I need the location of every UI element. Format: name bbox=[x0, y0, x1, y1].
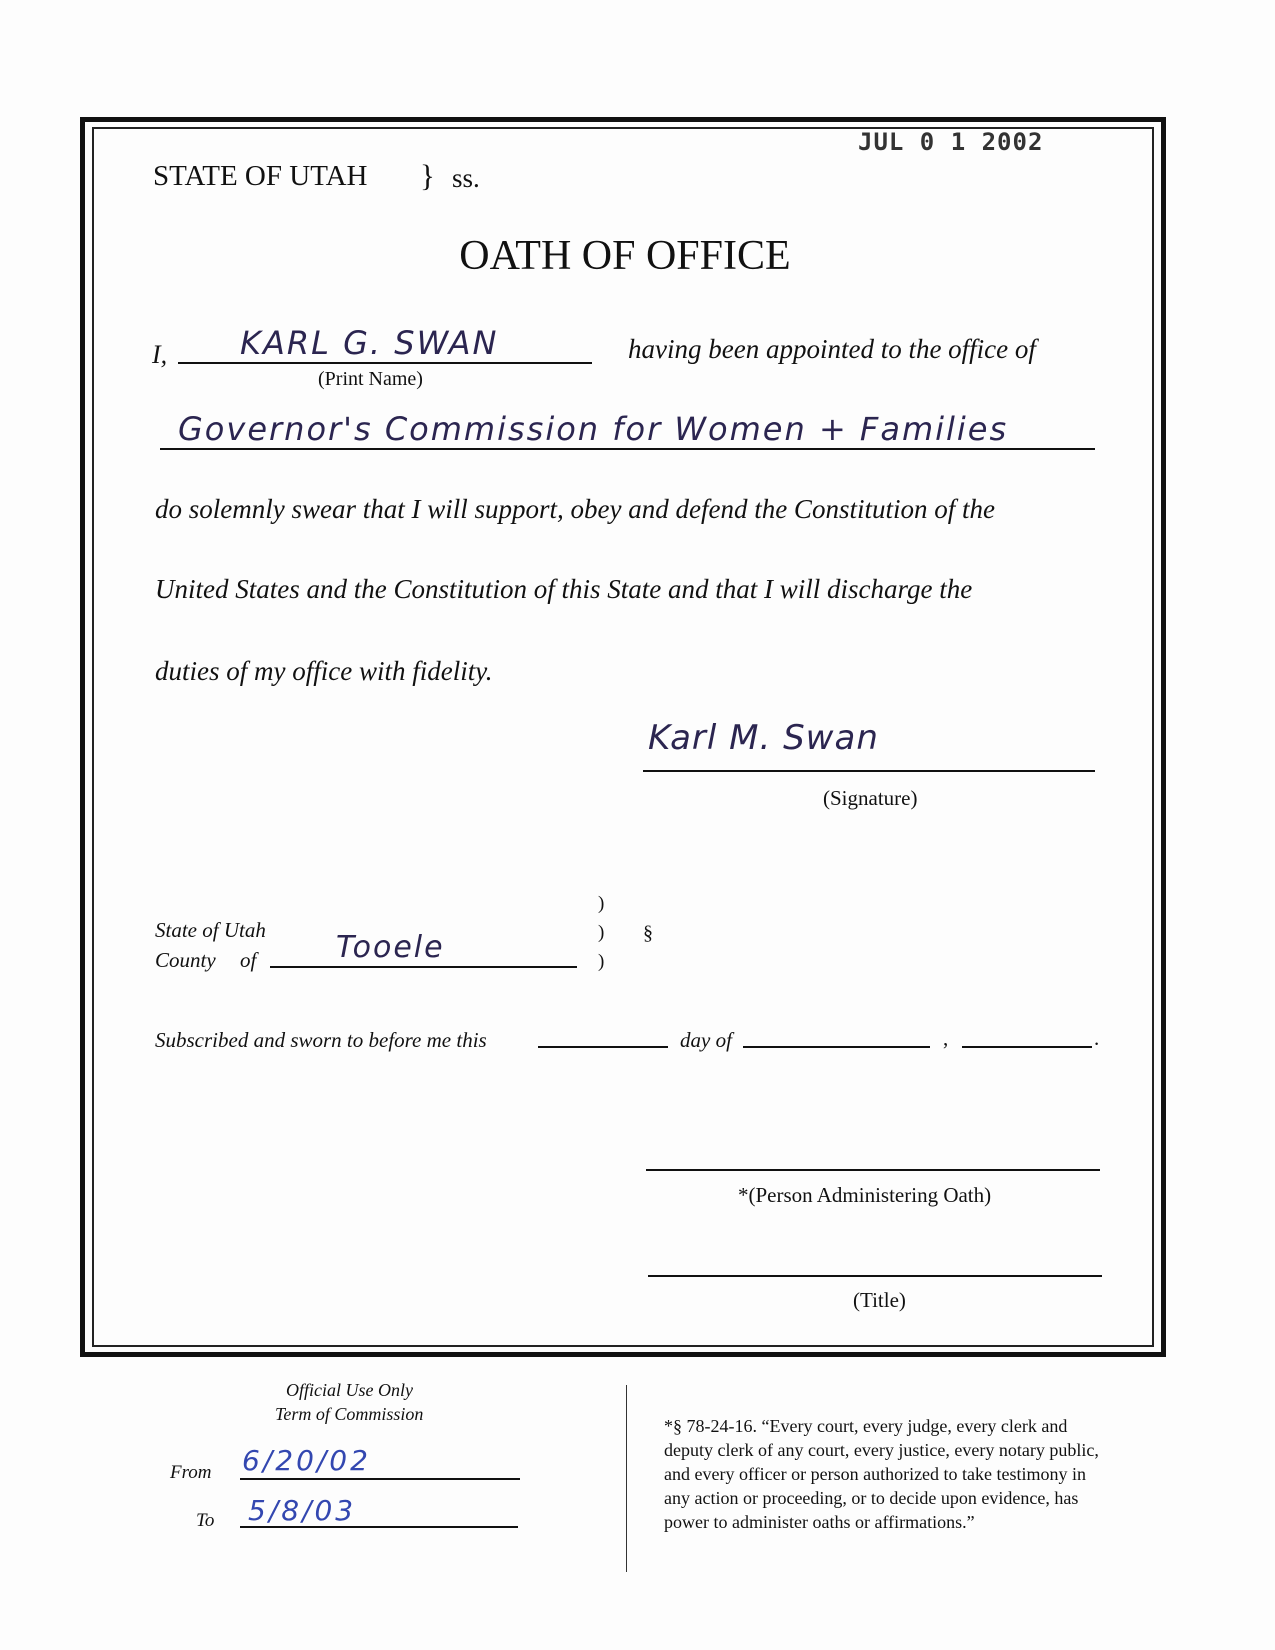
signature-label: (Signature) bbox=[823, 786, 918, 810]
term-label: Term of Commission bbox=[275, 1404, 424, 1424]
paren-1: ) bbox=[598, 893, 605, 914]
title-label: (Title) bbox=[853, 1288, 906, 1312]
handwritten-signature: Karl M. Swan bbox=[648, 718, 879, 758]
month-line[interactable] bbox=[743, 1046, 930, 1048]
received-date-stamp: JUL 0 1 2002 bbox=[858, 128, 1044, 156]
subscribed-text: Subscribed and sworn to before me this bbox=[155, 1028, 487, 1052]
handwritten-office: Governor's Commission for Women + Families bbox=[178, 410, 1009, 448]
signature-line[interactable] bbox=[643, 770, 1095, 772]
period: . bbox=[1094, 1026, 1100, 1050]
to-date-handwritten: 5/8/03 bbox=[248, 1494, 357, 1527]
oath-line-1: do solemnly swear that I will support, obey and defend the Constitution of the bbox=[155, 494, 995, 524]
handwritten-name: KARL G. SWAN bbox=[240, 324, 499, 362]
footnote-line: *§ 78-24-16. “Every court, every judge, every clerk and bbox=[664, 1416, 1068, 1436]
footnote-line: deputy clerk of any court, every justice, every notary public, bbox=[664, 1440, 1099, 1460]
footnote bbox=[664, 1414, 1099, 1534]
title-line[interactable] bbox=[648, 1275, 1102, 1277]
venue-state: State of Utah bbox=[155, 918, 266, 942]
administrator-label: *(Person Administering Oath) bbox=[738, 1183, 992, 1207]
from-label: From bbox=[170, 1462, 212, 1483]
comma: , bbox=[943, 1026, 949, 1050]
document-title: OATH OF OFFICE bbox=[459, 233, 791, 279]
footnote-line: any action or proceeding, or to decide upon evidence, has bbox=[664, 1488, 1079, 1508]
appointed-text: having been appointed to the office of bbox=[628, 334, 1036, 364]
state-heading: STATE OF UTAH bbox=[153, 160, 368, 192]
from-line[interactable] bbox=[240, 1478, 520, 1480]
oath-line-2: United States and the Constitution of this State and that I will discharge the bbox=[155, 574, 973, 604]
day-line[interactable] bbox=[538, 1046, 668, 1048]
oath-line-3: duties of my office with fidelity. bbox=[155, 656, 493, 686]
official-use-label: Official Use Only bbox=[286, 1380, 413, 1400]
footnote-line: power to administer oaths or affirmations.” bbox=[664, 1512, 975, 1532]
administrator-line[interactable] bbox=[646, 1169, 1100, 1171]
print-name-label: (Print Name) bbox=[318, 368, 423, 390]
ss-label: ss. bbox=[452, 163, 480, 193]
year-line[interactable] bbox=[962, 1046, 1092, 1048]
from-date-handwritten: 6/20/02 bbox=[242, 1444, 371, 1477]
handwritten-county: Tooele bbox=[336, 930, 445, 965]
paren-3: ) bbox=[598, 951, 605, 972]
name-line[interactable] bbox=[178, 362, 592, 364]
vertical-divider bbox=[626, 1385, 627, 1572]
to-label: To bbox=[196, 1510, 215, 1531]
prefix-i: I, bbox=[152, 340, 168, 369]
paren-2: ) bbox=[598, 922, 605, 943]
day-of-text: day of bbox=[680, 1028, 732, 1052]
brace: } bbox=[420, 158, 435, 193]
county-line[interactable] bbox=[270, 966, 577, 968]
section-symbol: § bbox=[643, 922, 653, 944]
inner-border bbox=[92, 127, 1154, 1347]
office-line[interactable] bbox=[160, 448, 1095, 450]
venue-county: County bbox=[155, 948, 216, 972]
footnote-line: and every officer or person authorized to take testimony in bbox=[664, 1464, 1087, 1484]
venue-county-of: of bbox=[240, 948, 257, 972]
